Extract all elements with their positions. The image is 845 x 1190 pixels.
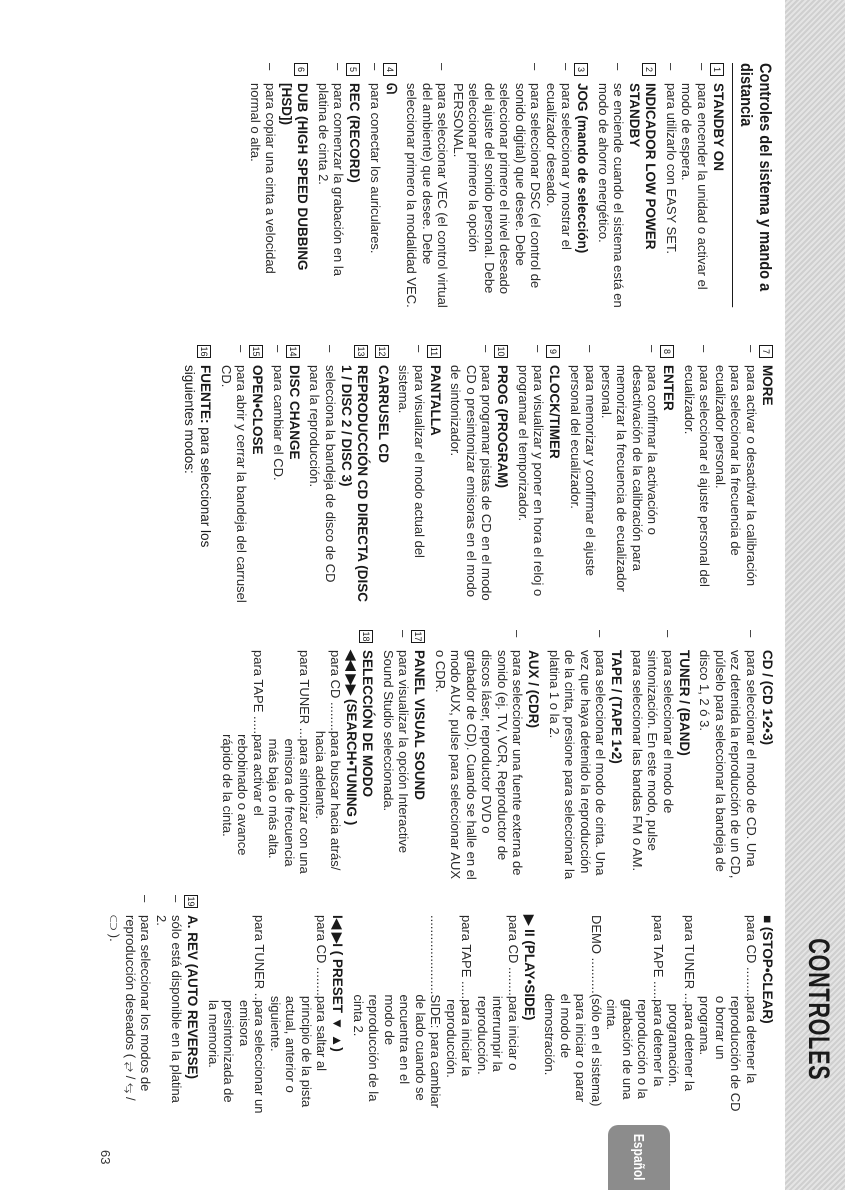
item-description <box>544 63 575 308</box>
item-description <box>248 63 279 308</box>
item-title: REC (RECORD) <box>347 83 363 183</box>
description-text: para programar pistas de CD en el modo CD o presintonizar emisoras en el modo de sintonizador. <box>448 365 495 601</box>
page-number: 63 <box>98 1150 113 1165</box>
mode-row <box>604 915 666 1115</box>
mode-row <box>268 915 330 1115</box>
item-description <box>404 63 451 308</box>
description-text: para utilizarlo con EASY SET. <box>664 83 679 255</box>
item-description <box>568 345 599 605</box>
language-label: Español <box>630 1134 648 1181</box>
control-item <box>312 63 363 308</box>
description-text: para conectar los auriculares. <box>368 83 383 254</box>
dash-marker: – <box>138 895 154 903</box>
mode-label: para TUNER ... <box>682 915 697 1004</box>
mode-text: para seleccionar un emisora presintonizada de la memoria. <box>206 1000 268 1114</box>
item-title: INDICADOR LOW POWER STANDBY <box>627 83 659 250</box>
mode-label: para CD ........ <box>506 915 521 996</box>
dash-marker: – <box>645 345 661 353</box>
mode-label: ...................... <box>428 915 444 995</box>
mode-text: para sintonizar con una emisora de frecuencia más baja o más alta. <box>266 738 313 874</box>
item-number-box: 18 <box>361 631 372 642</box>
description-text: para cambiar el CD. <box>271 365 286 481</box>
main-title: Controles del sistema y mando a distancia <box>732 63 775 307</box>
item-description <box>630 630 677 880</box>
item-title: AUX / (CDR) <box>526 650 542 728</box>
description-text: para visualizar y poner en hora el reloj o programar el temporizador. <box>516 365 547 597</box>
mode-row <box>542 915 604 1115</box>
mode-row <box>666 915 697 1115</box>
item-title-suffix: para seleccionar los siguientes modos: <box>182 365 214 548</box>
description-text: para seleccionar el modo de sintonización. En este modo, pulse para seleccionar las bandas FM o AM. <box>630 650 676 872</box>
item-title: I◀ ▶I ( PRESET ▼ ▲) <box>330 915 346 1052</box>
dash-marker: – <box>611 63 627 71</box>
mode-text: (sólo en el sistema) para iniciar o parar el modo de demostración. <box>542 993 604 1107</box>
item-description <box>679 63 710 308</box>
dash-marker: – <box>169 895 185 903</box>
control-item <box>660 63 727 308</box>
dash-marker: – <box>531 345 547 353</box>
item-number-box: 3 <box>575 63 589 76</box>
dash-marker: – <box>263 63 279 71</box>
dash-marker: – <box>435 63 451 71</box>
item-number-box: 10 <box>496 346 507 357</box>
control-item <box>303 345 370 605</box>
description-text: sólo está disponible en la platina 2. <box>154 915 185 1103</box>
item-number-box: 14 <box>288 346 298 357</box>
item-number-box: 11 <box>429 346 439 357</box>
control-item <box>512 345 563 605</box>
dash-marker: – <box>697 345 713 353</box>
description-text: para seleccionar VEC (el control virtual del ambiente) que desee. Debe seleccionar primero la modalidad VEC. <box>404 83 451 308</box>
dash-marker: – <box>528 63 544 71</box>
item-number-box: 16 <box>199 346 210 357</box>
item-description <box>219 345 250 605</box>
item-description <box>368 63 384 308</box>
description-text: selecciona la bandeja de disco de CD para la reproducción. <box>307 365 338 583</box>
item-number-box: 12 <box>377 346 387 357</box>
mode-text: para detener la reproducción o la grabación de una cinta. <box>604 999 666 1100</box>
item-title: REPRODUCCIÓN CD DIRECTA (DISC 1 / DISC 2 / DISC 3) <box>339 365 370 603</box>
control-item <box>103 895 201 1115</box>
item-title: A. REV (AUTO REVERSE) <box>185 915 201 1080</box>
item-title: CD / (CD 1•2•3) <box>760 650 775 745</box>
column-3 <box>215 630 776 880</box>
item-description <box>448 345 495 605</box>
item-description <box>599 345 661 605</box>
mode-label: para CD ........ <box>744 915 759 996</box>
section-banner <box>785 0 845 1190</box>
item-description <box>664 63 680 308</box>
mode-row <box>266 650 313 880</box>
description-text: para copiar una cinta a velocidad normal o alta. <box>248 83 279 274</box>
item-title: OPEN•CLOSE <box>250 365 266 455</box>
control-item <box>364 63 400 308</box>
mode-label: para TUNER ... <box>297 650 313 739</box>
dash-marker: – <box>396 630 412 638</box>
dash-marker: – <box>593 630 609 638</box>
mode-text: para saltar al principio de la pista actual, anterior o siguiente. <box>268 995 330 1108</box>
item-title: STANDBY ON <box>711 83 726 172</box>
item-description <box>451 63 544 308</box>
section-title: CONTROLES <box>802 937 835 1080</box>
item-description <box>154 895 185 1115</box>
item-number-box: 17 <box>413 631 424 642</box>
item-number-box: 15 <box>251 346 262 357</box>
item-number-box: 8 <box>661 345 675 358</box>
control-item <box>202 895 346 1115</box>
dash-marker: – <box>664 63 679 71</box>
mode-label: para TUNER .. <box>252 915 268 1001</box>
description-text: para seleccionar DSC (el control de sonido digital) que desee. Debe seleccionar primero el nivel deseado del ajuste del sonido personal. Debe seleccionar primero la opción PERSONAL. <box>451 83 544 295</box>
control-item <box>216 630 376 880</box>
description-text: para abrir y cerrar la bandeja del carrusel CD. <box>219 365 250 603</box>
control-item <box>215 345 266 605</box>
dash-marker: – <box>744 630 759 638</box>
mode-row <box>220 650 267 880</box>
control-item <box>592 63 659 308</box>
item-number-box: 7 <box>759 345 773 358</box>
dash-marker: – <box>559 63 575 71</box>
description-text: para confirmar la activación o desactivación de la calibración para memorizar la frecuencia de ecualizador personal. <box>599 365 661 592</box>
item-description <box>547 630 609 880</box>
control-item <box>347 895 538 1115</box>
description-text: para seleccionar y mostrar el ecualizador deseado. <box>544 83 575 250</box>
dash-marker: – <box>234 345 250 353</box>
item-title: CARRUSEL CD <box>376 365 391 464</box>
control-item <box>678 345 776 605</box>
item-title: CLOCK/TIMER <box>547 365 563 459</box>
mode-row <box>351 915 444 1115</box>
description-text: para comenzar la grabación en la platina de cinta 2. <box>316 83 347 276</box>
item-number-box: 9 <box>547 345 561 358</box>
dash-marker: – <box>323 345 338 353</box>
control-item <box>626 630 693 880</box>
mode-text: para detener la programación. <box>666 1003 697 1092</box>
dash-marker: – <box>479 345 495 353</box>
dash-marker: – <box>695 63 710 71</box>
item-description <box>682 345 713 605</box>
item-title: PROG (PROGRAM) <box>495 365 511 488</box>
description-text: para seleccionar el modo de CD. Una vez detenida la reproducción de un CD, púlselo para seleccionar la bandeja de disco 1, 2 ó 3. <box>697 650 759 879</box>
item-description <box>107 895 154 1115</box>
item-number-box: 13 <box>356 346 366 357</box>
mode-row <box>444 915 475 1115</box>
item-title: DISC CHANGE <box>287 365 302 460</box>
item-description <box>516 345 547 605</box>
dash-marker: – <box>661 630 676 638</box>
language-tab <box>608 1125 670 1190</box>
column-1 <box>243 63 776 308</box>
item-description <box>381 630 412 880</box>
item-subtitle: ◀◀ ▶▶ (SEARCH•TUNING ) <box>344 650 360 826</box>
mode-label: DEMO .......... <box>589 915 604 994</box>
description-text: para memorizar y confirmar el ajuste personal del ecualizador. <box>568 365 599 576</box>
item-title: PANEL VISUAL SOUND <box>412 650 428 801</box>
description-text: se enciende cuando el sistema está en modo de ahorro energético. <box>596 83 627 308</box>
item-title: ▶ II (PLAY•SIDE) <box>522 915 537 1021</box>
item-title: ᘏ <box>384 83 399 95</box>
column-1-items <box>244 63 727 308</box>
column-4-items <box>103 895 775 1115</box>
mode-text: para iniciar o interrumpir la reproducción. <box>475 995 521 1075</box>
item-number-box: 1 <box>710 63 724 76</box>
control-item <box>400 63 591 308</box>
mode-text: para activar el rebobinado o avance rápido de la cinta. <box>220 734 266 856</box>
description-text: para activar o desactivar la calibración para seleccionar la frecuencia de ecualizador personal. <box>713 365 759 587</box>
column-4 <box>102 895 775 1115</box>
item-description <box>713 345 760 605</box>
mode-row <box>475 915 522 1115</box>
dash-marker: – <box>271 345 286 353</box>
item-title: TUNER / (BAND) <box>677 650 692 756</box>
control-item <box>564 345 677 605</box>
item-number-box: 2 <box>643 63 657 76</box>
control-item <box>429 630 542 880</box>
control-item <box>244 63 311 308</box>
mode-text: para buscar hacia atrás/ hacia adelante. <box>313 730 344 871</box>
description-text: para seleccionar el modo de cinta. Una vez que haya detenido la reproducción de la cinta, presione para seleccionar la platina 1 o la 2. <box>547 650 609 880</box>
item-title: JOG (mando de selección) <box>575 83 591 254</box>
description-text: para seleccionar una fuente externa de sonido (ej. TV, VCR, Reproductor de discos láser, reproductor DVD o grabador de CD). Cuando se halle en el modo AUX, pulse para seleccionar AUX o CDR. <box>433 650 526 880</box>
control-item <box>693 630 775 880</box>
item-heading <box>182 365 214 605</box>
mode-label: para TAPE ..... <box>651 915 666 1000</box>
control-item <box>178 345 214 605</box>
control-item <box>392 345 443 605</box>
item-description <box>396 345 427 605</box>
column-3-items <box>216 630 776 880</box>
mode-text: SIDE: para cambiar de lado cuando se encuentra en el modo de reproducción de la cinta 2. <box>351 994 444 1108</box>
dash-marker: – <box>331 63 347 71</box>
dash-marker: – <box>744 345 759 353</box>
item-title: SELECCIÓN DE MODO <box>360 650 376 798</box>
control-item <box>444 345 511 605</box>
item-number-box: 4 <box>383 63 397 76</box>
description-text: para visualizar la opción Interactive Sound Studio seleccionada. <box>381 650 412 854</box>
column-2-items <box>178 345 776 605</box>
description-text: para seleccionar los modos de reproducción deseados ( ⥂ / ⥃ / ⊂⊃ ). <box>107 915 154 1101</box>
mode-row <box>697 915 759 1115</box>
mode-label: para CD ........ <box>328 650 344 731</box>
dash-marker: – <box>583 345 599 353</box>
column-2 <box>177 345 776 605</box>
item-description <box>697 630 759 880</box>
item-title: PANTALLA <box>428 365 443 436</box>
mode-text: para iniciar la reproducción. <box>444 999 475 1078</box>
control-item <box>543 630 625 880</box>
item-description <box>433 630 526 880</box>
mode-row <box>206 915 268 1115</box>
description-text: para seleccionar el ajuste personal del ecualizador. <box>682 365 713 587</box>
mode-row <box>313 650 344 880</box>
mode-text: para detener la reproducción de CD o borrar un programa. <box>697 995 759 1112</box>
description-text: para encender la unidad o activar el modo de espera. <box>679 83 710 290</box>
item-title: ENTER <box>661 365 677 411</box>
item-number-box: 5 <box>347 63 361 76</box>
item-description <box>271 345 287 605</box>
mode-label: para TAPE ..... <box>251 650 266 735</box>
control-item <box>538 895 775 1115</box>
item-description <box>316 63 347 308</box>
dash-marker: – <box>412 345 427 353</box>
dash-marker: – <box>510 630 526 638</box>
item-description <box>307 345 338 605</box>
control-item <box>267 345 303 605</box>
item-number-box: 6 <box>295 63 309 76</box>
control-item <box>377 630 428 880</box>
item-description <box>596 63 627 308</box>
item-title: FUENTE: <box>198 365 214 424</box>
description-text: para visualizar el modo actual del sistema. <box>396 365 427 558</box>
dash-marker: – <box>368 63 383 71</box>
item-title: TAPE / (TAPE 1•2) <box>609 650 625 764</box>
item-title: DUB (HIGH SPEED DUBBING [HSD]) <box>279 83 311 271</box>
control-item <box>371 345 391 605</box>
mode-label: para CD ........ <box>314 915 330 996</box>
item-title: MORE <box>760 365 775 406</box>
item-title: ■ (STOP•CLEAR) <box>760 915 775 1024</box>
item-number-box: 19 <box>186 896 197 907</box>
mode-label: para TAPE ..... <box>459 915 475 1000</box>
